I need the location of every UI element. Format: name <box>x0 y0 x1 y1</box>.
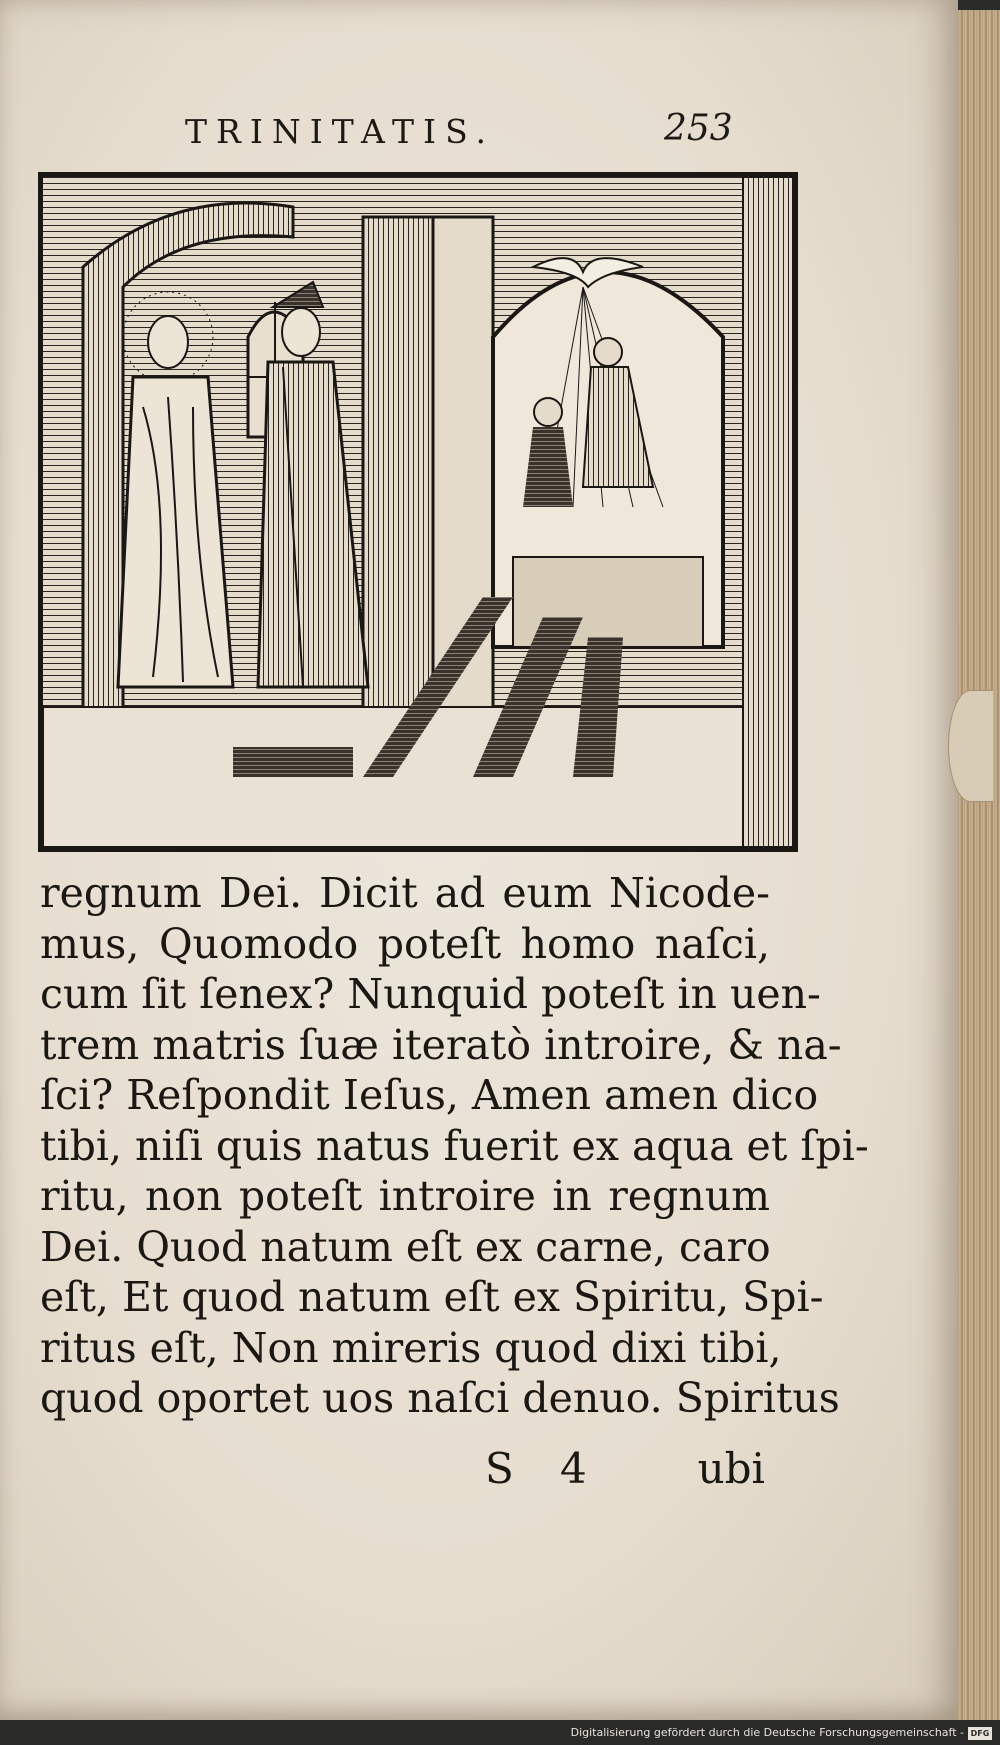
bookmark-tab <box>948 690 993 802</box>
dfg-logo: DFG <box>968 1727 992 1740</box>
text-line: quod oportet uos naſci denuo. Spiritus <box>40 1374 840 1422</box>
body-text <box>40 868 869 1424</box>
text-line: cum ſit ſenex? Nunquid poteſt in uen- <box>40 970 821 1018</box>
catchword: ubi <box>697 1444 765 1493</box>
credit-text: Digitalisierung gefördert durch die Deutsche Forschungsgemeinschaft - <box>570 1726 964 1739</box>
text-line: ritu, non poteſt introire in regnum <box>40 1172 770 1220</box>
signature-mark: S <box>485 1444 514 1493</box>
text-line: Dei. Quod natum eſt ex carne, caro <box>40 1222 771 1271</box>
page-number: 253 <box>664 108 733 149</box>
text-line: eſt, Et quod natum eſt ex Spiritu, Spi- <box>40 1273 824 1321</box>
text-line: mus, Quomodo poteſt homo naſci, <box>40 919 770 968</box>
text-line: ſci? Reſpondit Ieſus, Amen amen dico <box>40 1071 819 1119</box>
text-line: tibi, niſi quis natus fuerit ex aqua et ſpi- <box>40 1121 869 1170</box>
running-head: TRINITATIS. <box>185 112 496 151</box>
digitization-credit <box>571 1726 992 1740</box>
text-line: ritus eſt, Non mireris quod dixi tibi, <box>40 1323 782 1372</box>
woodcut-illustration <box>38 172 798 852</box>
woodcut-scene-graphic <box>43 177 793 847</box>
page-edges <box>958 10 1000 1720</box>
text-line: trem matris ſuæ iteratò introire, & na- <box>40 1020 842 1069</box>
signature-number: 4 <box>560 1444 587 1493</box>
text-line: regnum Dei. Dicit ad eum Nicode- <box>40 869 770 917</box>
